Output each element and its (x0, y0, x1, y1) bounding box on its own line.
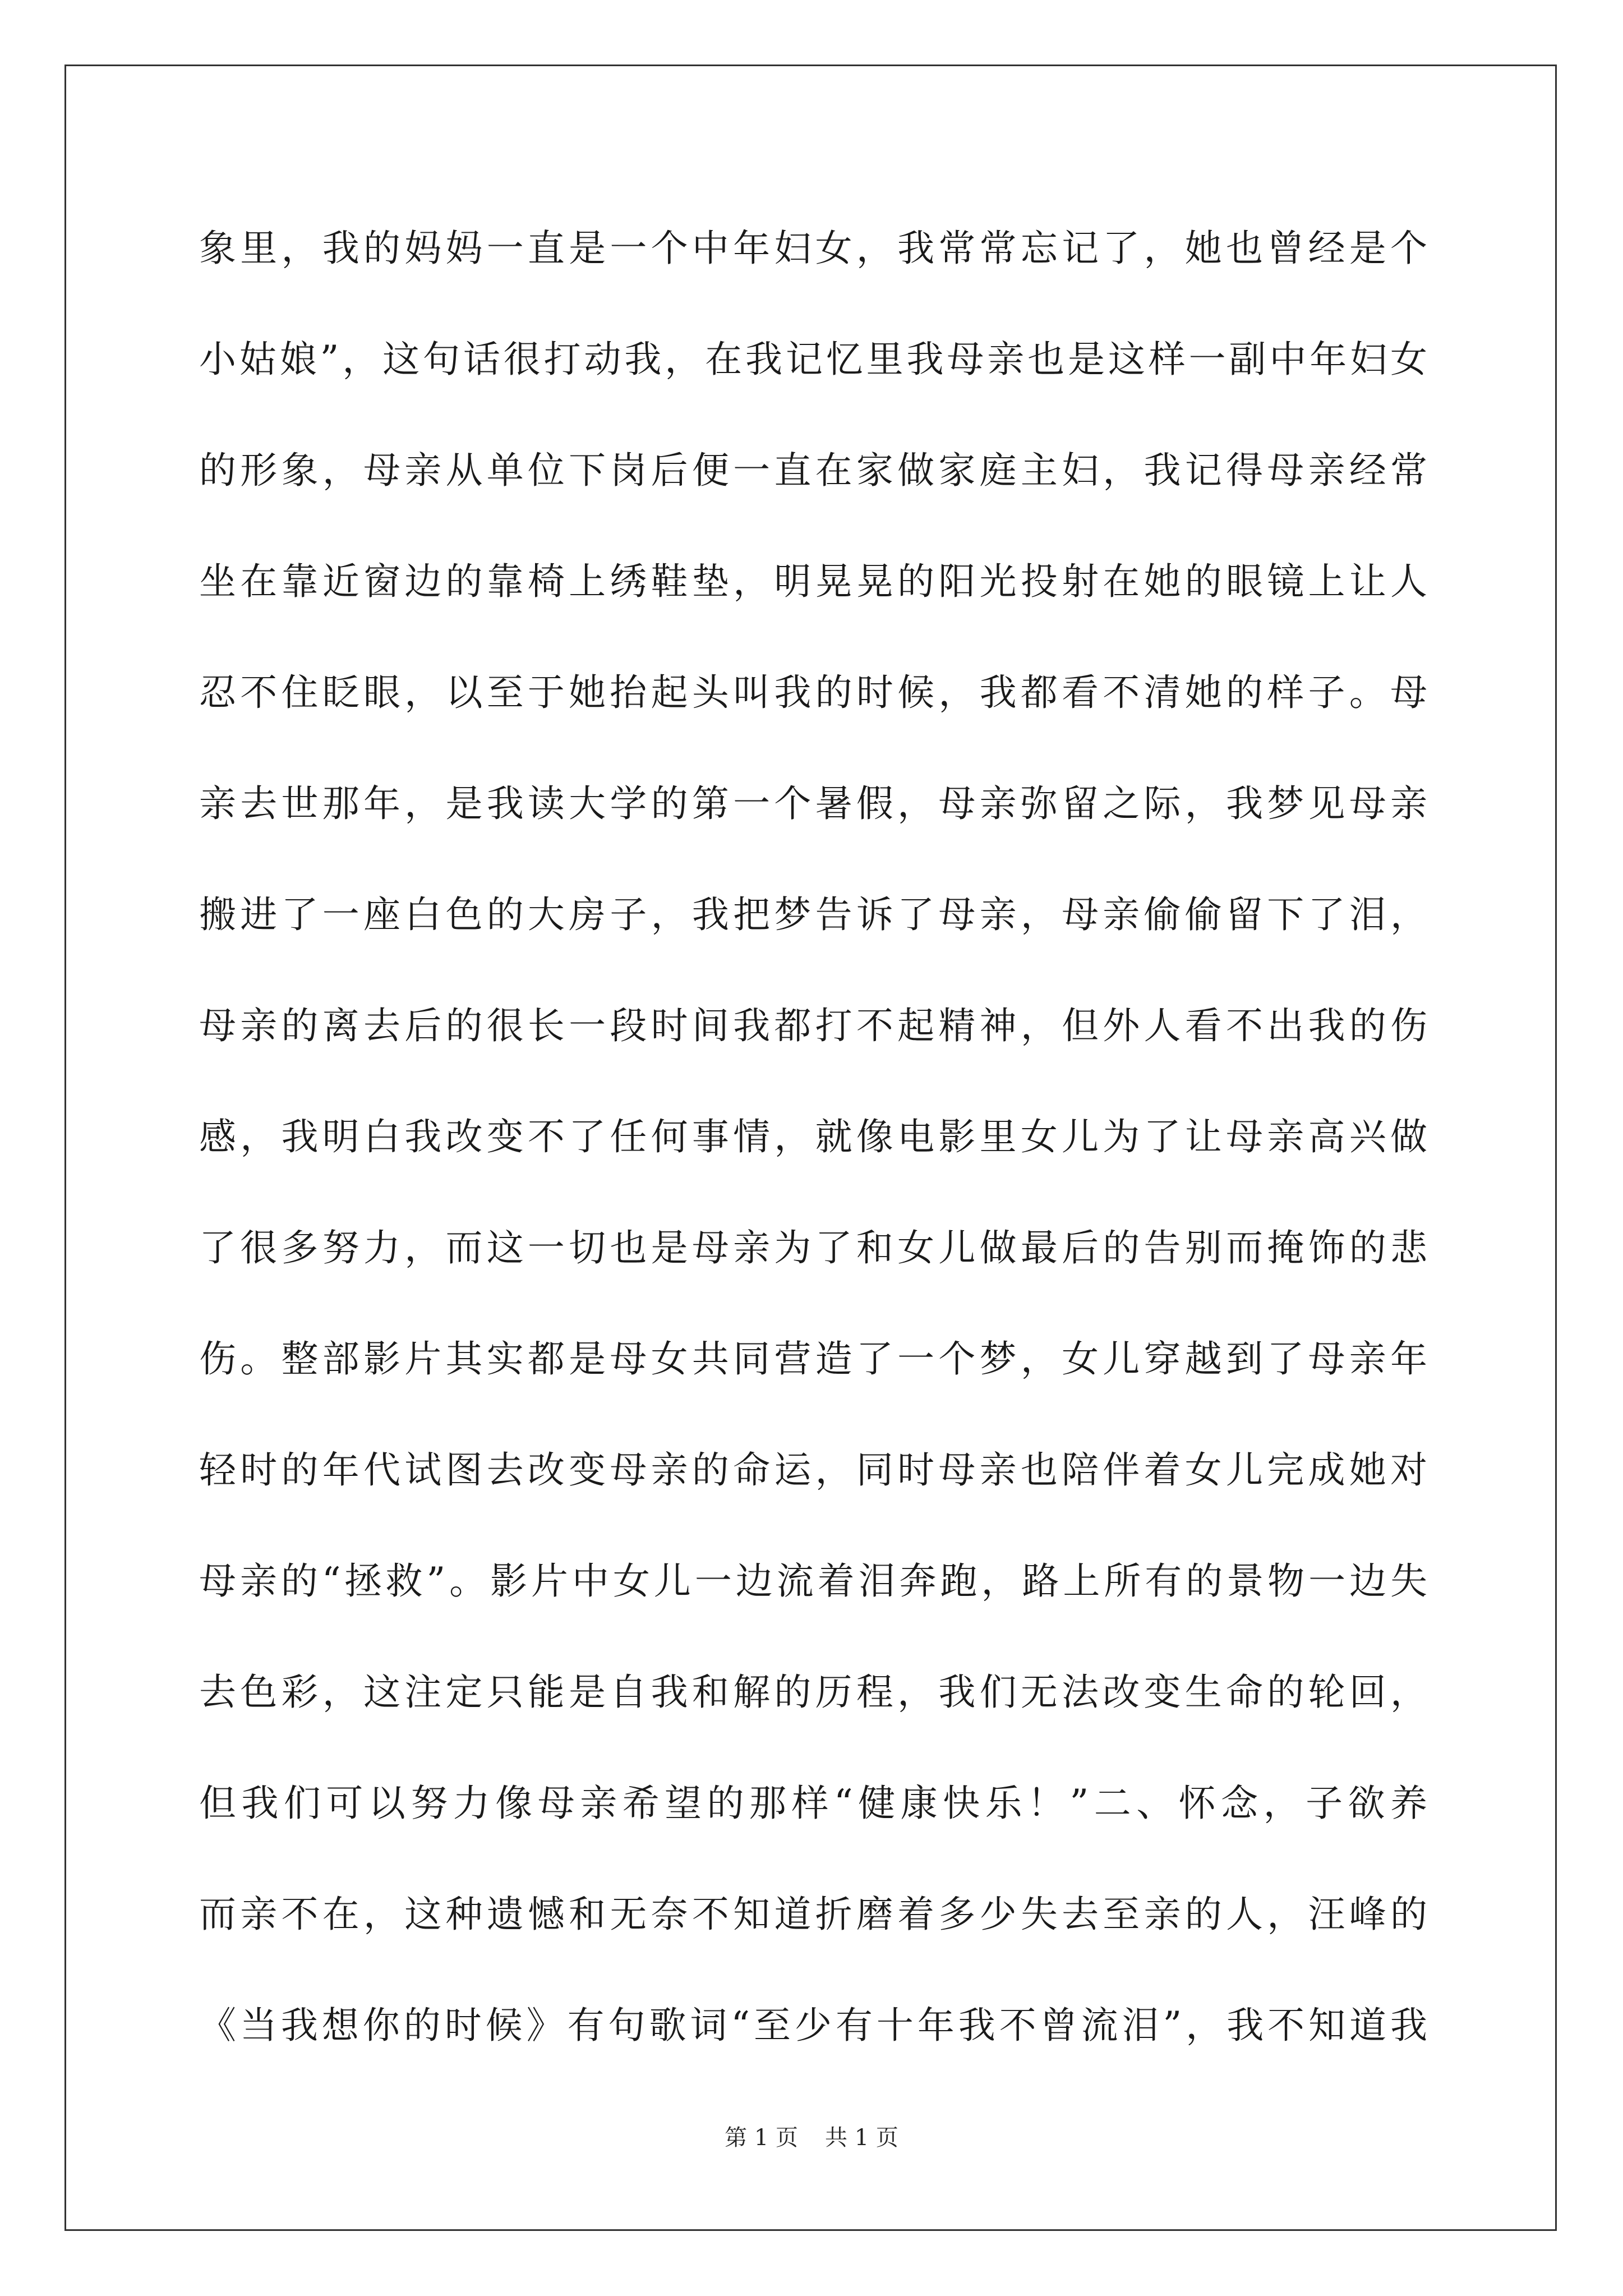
text-line: 象里，我的妈妈一直是一个中年妇女，我常常忘记了，她也曾经是个 (199, 227, 1427, 270)
text-line: 忍不住眨眼，以至于她抬起头叫我的时候，我都看不清她的样子。母 (199, 671, 1427, 714)
text-line: 但我们可以努力像母亲希望的那样“健康快乐！”二、怀念，子欲养 (199, 1782, 1427, 1825)
page-footer (0, 2122, 1623, 2154)
page-number: 第 1 页 (725, 2125, 798, 2151)
text-line: 母亲的“拯救”。影片中女儿一边流着泪奔跑，路上所有的景物一边失 (199, 1559, 1427, 1603)
document-body (199, 212, 1427, 2100)
text-line: 的形象，母亲从单位下岗后便一直在家做家庭主妇，我记得母亲经常 (199, 449, 1427, 492)
text-line: 伤。整部影片其实都是母女共同营造了一个梦，女儿穿越到了母亲年 (199, 1337, 1427, 1381)
text-line: 母亲的离去后的很长一段时间我都打不起精神，但外人看不出我的伤 (199, 1004, 1427, 1047)
text-line: 搬进了一座白色的大房子，我把梦告诉了母亲，母亲偷偷留下了泪， (199, 893, 1427, 936)
text-line: 小姑娘”，这句话很打动我，在我记忆里我母亲也是这样一副中年妇女 (199, 338, 1427, 381)
text-line: 感，我明白我改变不了任何事情，就像电影里女儿为了让母亲高兴做 (199, 1115, 1427, 1158)
page-total: 共 1 页 (825, 2125, 898, 2151)
text-line: 去色彩，这注定只能是自我和解的历程，我们无法改变生命的轮回， (199, 1671, 1427, 1714)
text-line: 亲去世那年，是我读大学的第一个暑假，母亲弥留之际，我梦见母亲 (199, 782, 1427, 825)
text-line: 了很多努力，而这一切也是母亲为了和女儿做最后的告别而掩饰的悲 (199, 1226, 1427, 1269)
text-line: 《当我想你的时候》有句歌词“至少有十年我不曾流泪”，我不知道我 (199, 2004, 1427, 2047)
text-line: 轻时的年代试图去改变母亲的命运，同时母亲也陪伴着女儿完成她对 (199, 1448, 1427, 1492)
text-line: 坐在靠近窗边的靠椅上绣鞋垫，明晃晃的阳光投射在她的眼镜上让人 (199, 560, 1427, 603)
text-line: 而亲不在，这种遗憾和无奈不知道折磨着多少失去至亲的人，汪峰的 (199, 1893, 1427, 1936)
